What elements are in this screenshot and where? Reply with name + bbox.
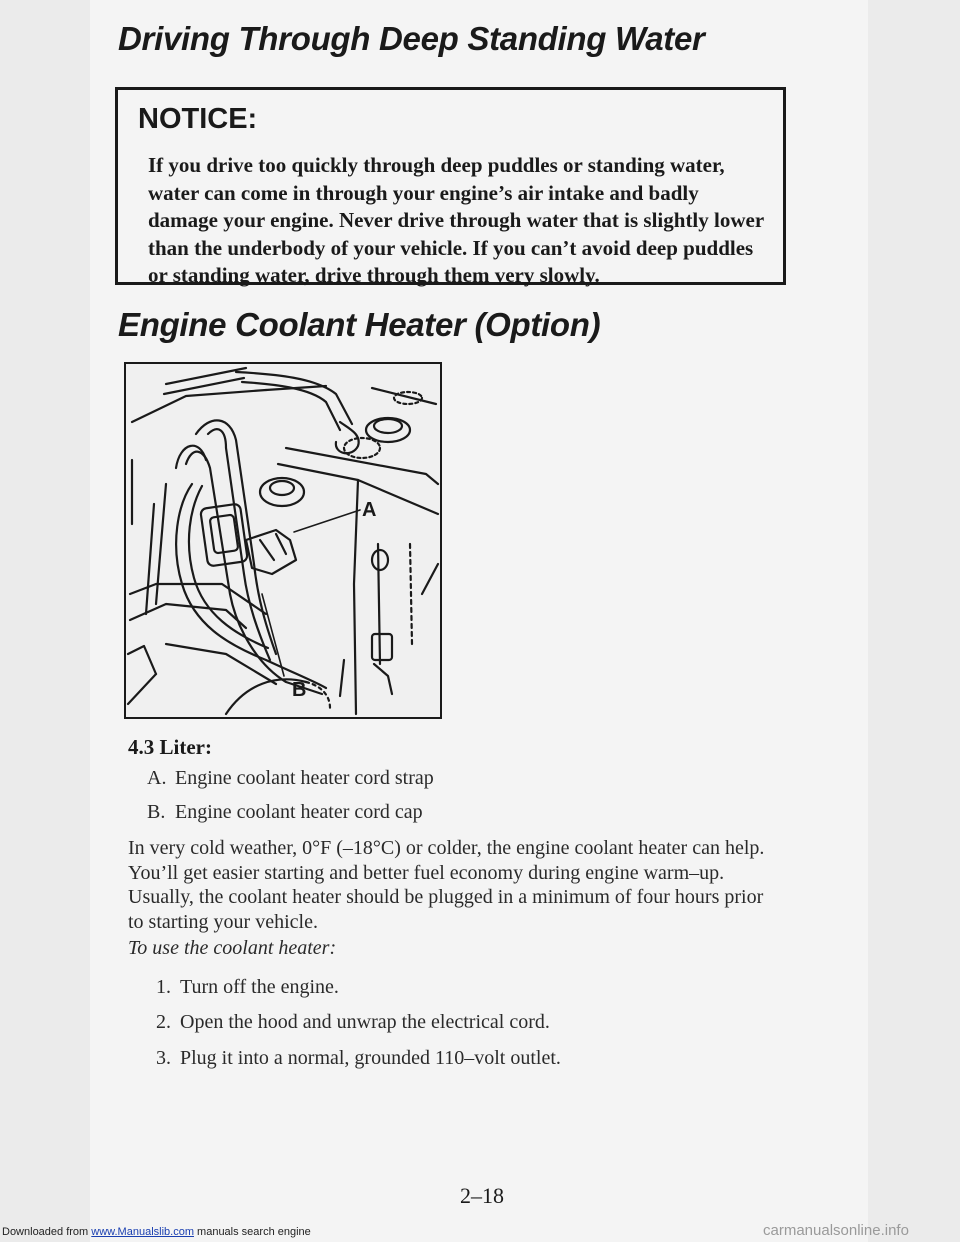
- legend-label: B.: [147, 801, 166, 823]
- list-item: [156, 1011, 550, 1034]
- manualslib-link[interactable]: www.Manualslib.com: [91, 1226, 194, 1238]
- footer-prefix: Downloaded from: [2, 1226, 92, 1238]
- section-title-coolant-heater: Engine Coolant Heater (Option): [118, 306, 601, 343]
- step-number: 1.: [156, 976, 171, 998]
- steps-intro: To use the coolant heater:: [128, 937, 337, 959]
- notice-text: If you drive too quickly through deep puddles or standing water, water can come in through your engine’s air intake and badly damage your engine. Never drive through water that is slightly lower than the underbody of your vehicle. If you can’t avoid deep puddles or standing water, drive through them very slowly.: [148, 153, 764, 287]
- list-item: [156, 976, 339, 999]
- watermark-text: carmanualsonline.info: [763, 1222, 909, 1239]
- step-text: Turn off the engine.: [180, 976, 339, 998]
- legend-label: A.: [147, 767, 167, 789]
- body-paragraph: In very cold weather, 0°F (–18°C) or colder, the engine coolant heater can help. You’ll get easier starting and better fuel economy during engine warm–up. Usually, the coolant heater should be plugged in a minimum of four hours prior to starting your vehicle.: [128, 837, 765, 933]
- legend-item-b: [147, 801, 423, 824]
- engine-subheading: 4.3 Liter:: [128, 735, 212, 759]
- page-number: 2–18: [460, 1183, 504, 1208]
- legend-text: Engine coolant heater cord cap: [175, 801, 423, 823]
- legend-item-a: [147, 767, 434, 790]
- section-title-deep-water: Driving Through Deep Standing Water: [118, 20, 705, 57]
- figure-label-b: B: [292, 679, 307, 701]
- coolant-heater-illustration: [124, 362, 442, 719]
- figure-label-a: A: [362, 499, 377, 521]
- step-number: 2.: [156, 1011, 171, 1033]
- footer-suffix: manuals search engine: [193, 1226, 311, 1238]
- step-text: Plug it into a normal, grounded 110–volt outlet.: [180, 1047, 561, 1069]
- step-text: Open the hood and unwrap the electrical cord.: [180, 1011, 550, 1033]
- notice-heading: NOTICE:: [138, 103, 258, 135]
- step-number: 3.: [156, 1047, 171, 1069]
- legend-text: Engine coolant heater cord strap: [175, 767, 434, 789]
- download-footer: [2, 1226, 311, 1238]
- list-item: [156, 1047, 561, 1070]
